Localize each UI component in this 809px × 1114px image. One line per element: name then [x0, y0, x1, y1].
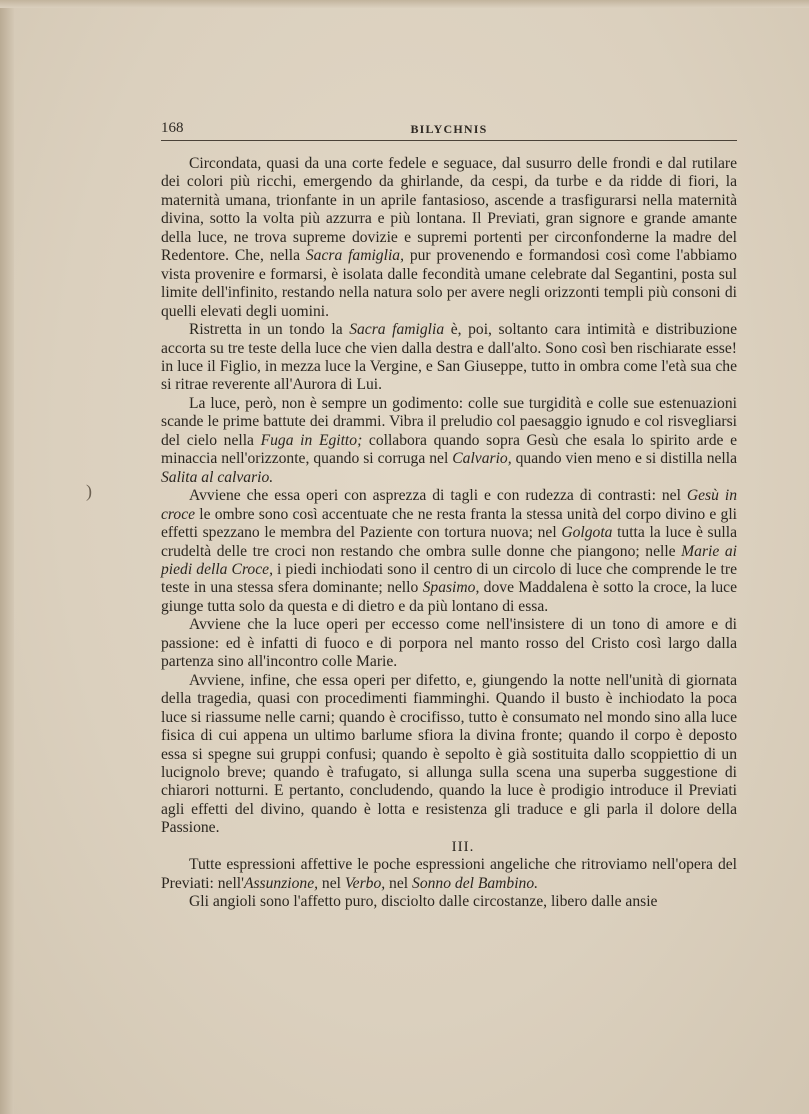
artwork-title: Sonno del Bambino. [412, 874, 539, 892]
artwork-title: Gesù in croce [161, 487, 738, 523]
text-run: nel [318, 874, 345, 892]
text-run: è, poi, soltanto cara intimità e distribuzione accorta su tre teste della luce che vien dalla destra e dall'alto. Sono così ben rischiarate esse! in luce il Figlio, in mezza luce la Vergine, e San Giuseppe, tutto in ombra come l'età sua che si ritrae reverente all'Aurora di Lui. [161, 321, 737, 394]
paragraph [161, 155, 737, 321]
text-run: Avviene, infine, che essa operi per difetto, e, giungendo la notte nell'unità di giornata della tragedia, quasi con procedimenti fiamminghi. Quando il busto è inchiodato la poca luce si riassume nelle carni; quando è crocifisso, tutto è consumato nel mondo sino alla luce fisica di cui appena un ultimo barlume sfiora la divina fronte; quando il corpo è deposto essa si spegne sui gruppi confusi; quando è sepolto è già sostituita dallo scoppiettio di un lucignolo breve; quando è trafugato, si allunga sulla scena una superba suggestione di chiarori notturni. E pertanto, concludendo, quando la luce è prodigio introduce il Previati agli effetti del divino, quando è lotta e resistenza gli traduce e gli parla il dolore della Passione. [161, 671, 737, 837]
text-run: Avviene che essa operi con asprezza di tagli e con rudezza di contrasti: nel [189, 487, 687, 505]
page-number: 168 [161, 120, 184, 136]
journal-title: BILYCHNIS [410, 122, 488, 136]
artwork-title: Calvario, [452, 450, 512, 468]
text-run: quando vien meno e si distilla nella [511, 450, 737, 468]
page-top-edge-shadow [0, 0, 809, 8]
artwork-title: Marie ai piedi della Croce, [161, 542, 737, 578]
article-body [161, 155, 737, 912]
artwork-title: Sacra famiglia [349, 321, 445, 339]
margin-mark: ) [86, 481, 92, 501]
text-run: Ristretta in un tondo la [189, 321, 350, 339]
artwork-title: Spasimo, [422, 579, 480, 597]
page-left-edge-shadow [0, 0, 14, 1114]
text-run: Gli angioli sono l'affetto puro, disciolto dalle circostanze, libero dalle ansie [189, 893, 658, 911]
paragraph [161, 321, 737, 395]
section-heading: III. [451, 838, 475, 855]
paragraph [161, 672, 737, 838]
text-run: i piedi inchiodati sono il centro di un circolo di luce che comprende le tre teste in una stessa sfera dominante; nello [161, 560, 737, 597]
text-run: La luce, però, non è sempre un godimento: colle sue turgidità e colle sue estenuazioni scande le prime battute dei drammi. Vibra il preludio col paesaggio ignudo e col risvegliarsi del cielo nella [161, 394, 737, 449]
text-run: Circondata, quasi da una corte fedele e seguace, dal susurro delle frondi e dal rutilare dei colori più ricchi, emergendo da ghirlande, da cespi, da turbe e da ridde di fiori, la maternità umana, trionfante in un aprile fantasioso, ascende a trasfigurarsi nella maternità divina, sotto la volta più azzurra e più lontana. Il Previati, gran signore e grande amante della luce, ne trova supreme dovizie e supremi portenti per circonfonderne la madre del Redentore. Che, nella [161, 155, 737, 265]
text-run: pur provenendo e formandosi così come l'abbiamo vista provenire e formarsi, è isolata dalle fecondità umane celebrate dal Segantini, posta sul limite dell'infinito, restando nella natura solo per avere negli orizzonti templi più consoni di quelli elevati degli uomini. [161, 247, 737, 320]
artwork-title: Fuga in Egitto; [260, 431, 363, 449]
text-run: le ombre sono così accentuate che ne resta franta la stessa unità del corpo divino e gli effetti spezzano le membra del Paziente con tortura nuova; nel [161, 505, 737, 542]
text-run: Tutte espressioni affettive le poche espressioni angeliche che ritroviamo nell'opera del Previati: nell' [161, 856, 737, 892]
text-run: collabora quando sopra Gesù che esala lo spirito arde e minaccia nell'orizzonte, quando si corruga nel [161, 431, 738, 468]
paragraph [161, 893, 737, 911]
artwork-title: Golgota [561, 524, 613, 542]
artwork-title: Assunzione, [243, 874, 319, 892]
text-run: Avviene che la luce operi per eccesso come nell'insistere di un tono di amore e di passione: ed è infatti di fuoco e di porpora nel manto rosso del Cristo così largo dalla partenza sino all'incontro colle Marie. [161, 616, 737, 671]
paragraph [161, 487, 737, 616]
paragraph [161, 856, 737, 893]
artwork-title: Verbo, [344, 874, 386, 892]
text-run: nel [385, 874, 413, 892]
paragraph [161, 616, 737, 671]
paragraph [161, 395, 737, 487]
running-head [161, 118, 737, 141]
text-run: dove Maddalena è sotto la croce, la luce giunge tutta solo da questa e di dietro e da più lontano di essa. [161, 579, 737, 615]
artwork-title: Sacra famiglia, [305, 247, 404, 265]
text-run: tutta la luce è sulla crudeltà delle tre croci non restando che ombra sulle donne che piangono; nelle [161, 524, 737, 560]
artwork-title: Salita al calvario. [161, 468, 274, 486]
